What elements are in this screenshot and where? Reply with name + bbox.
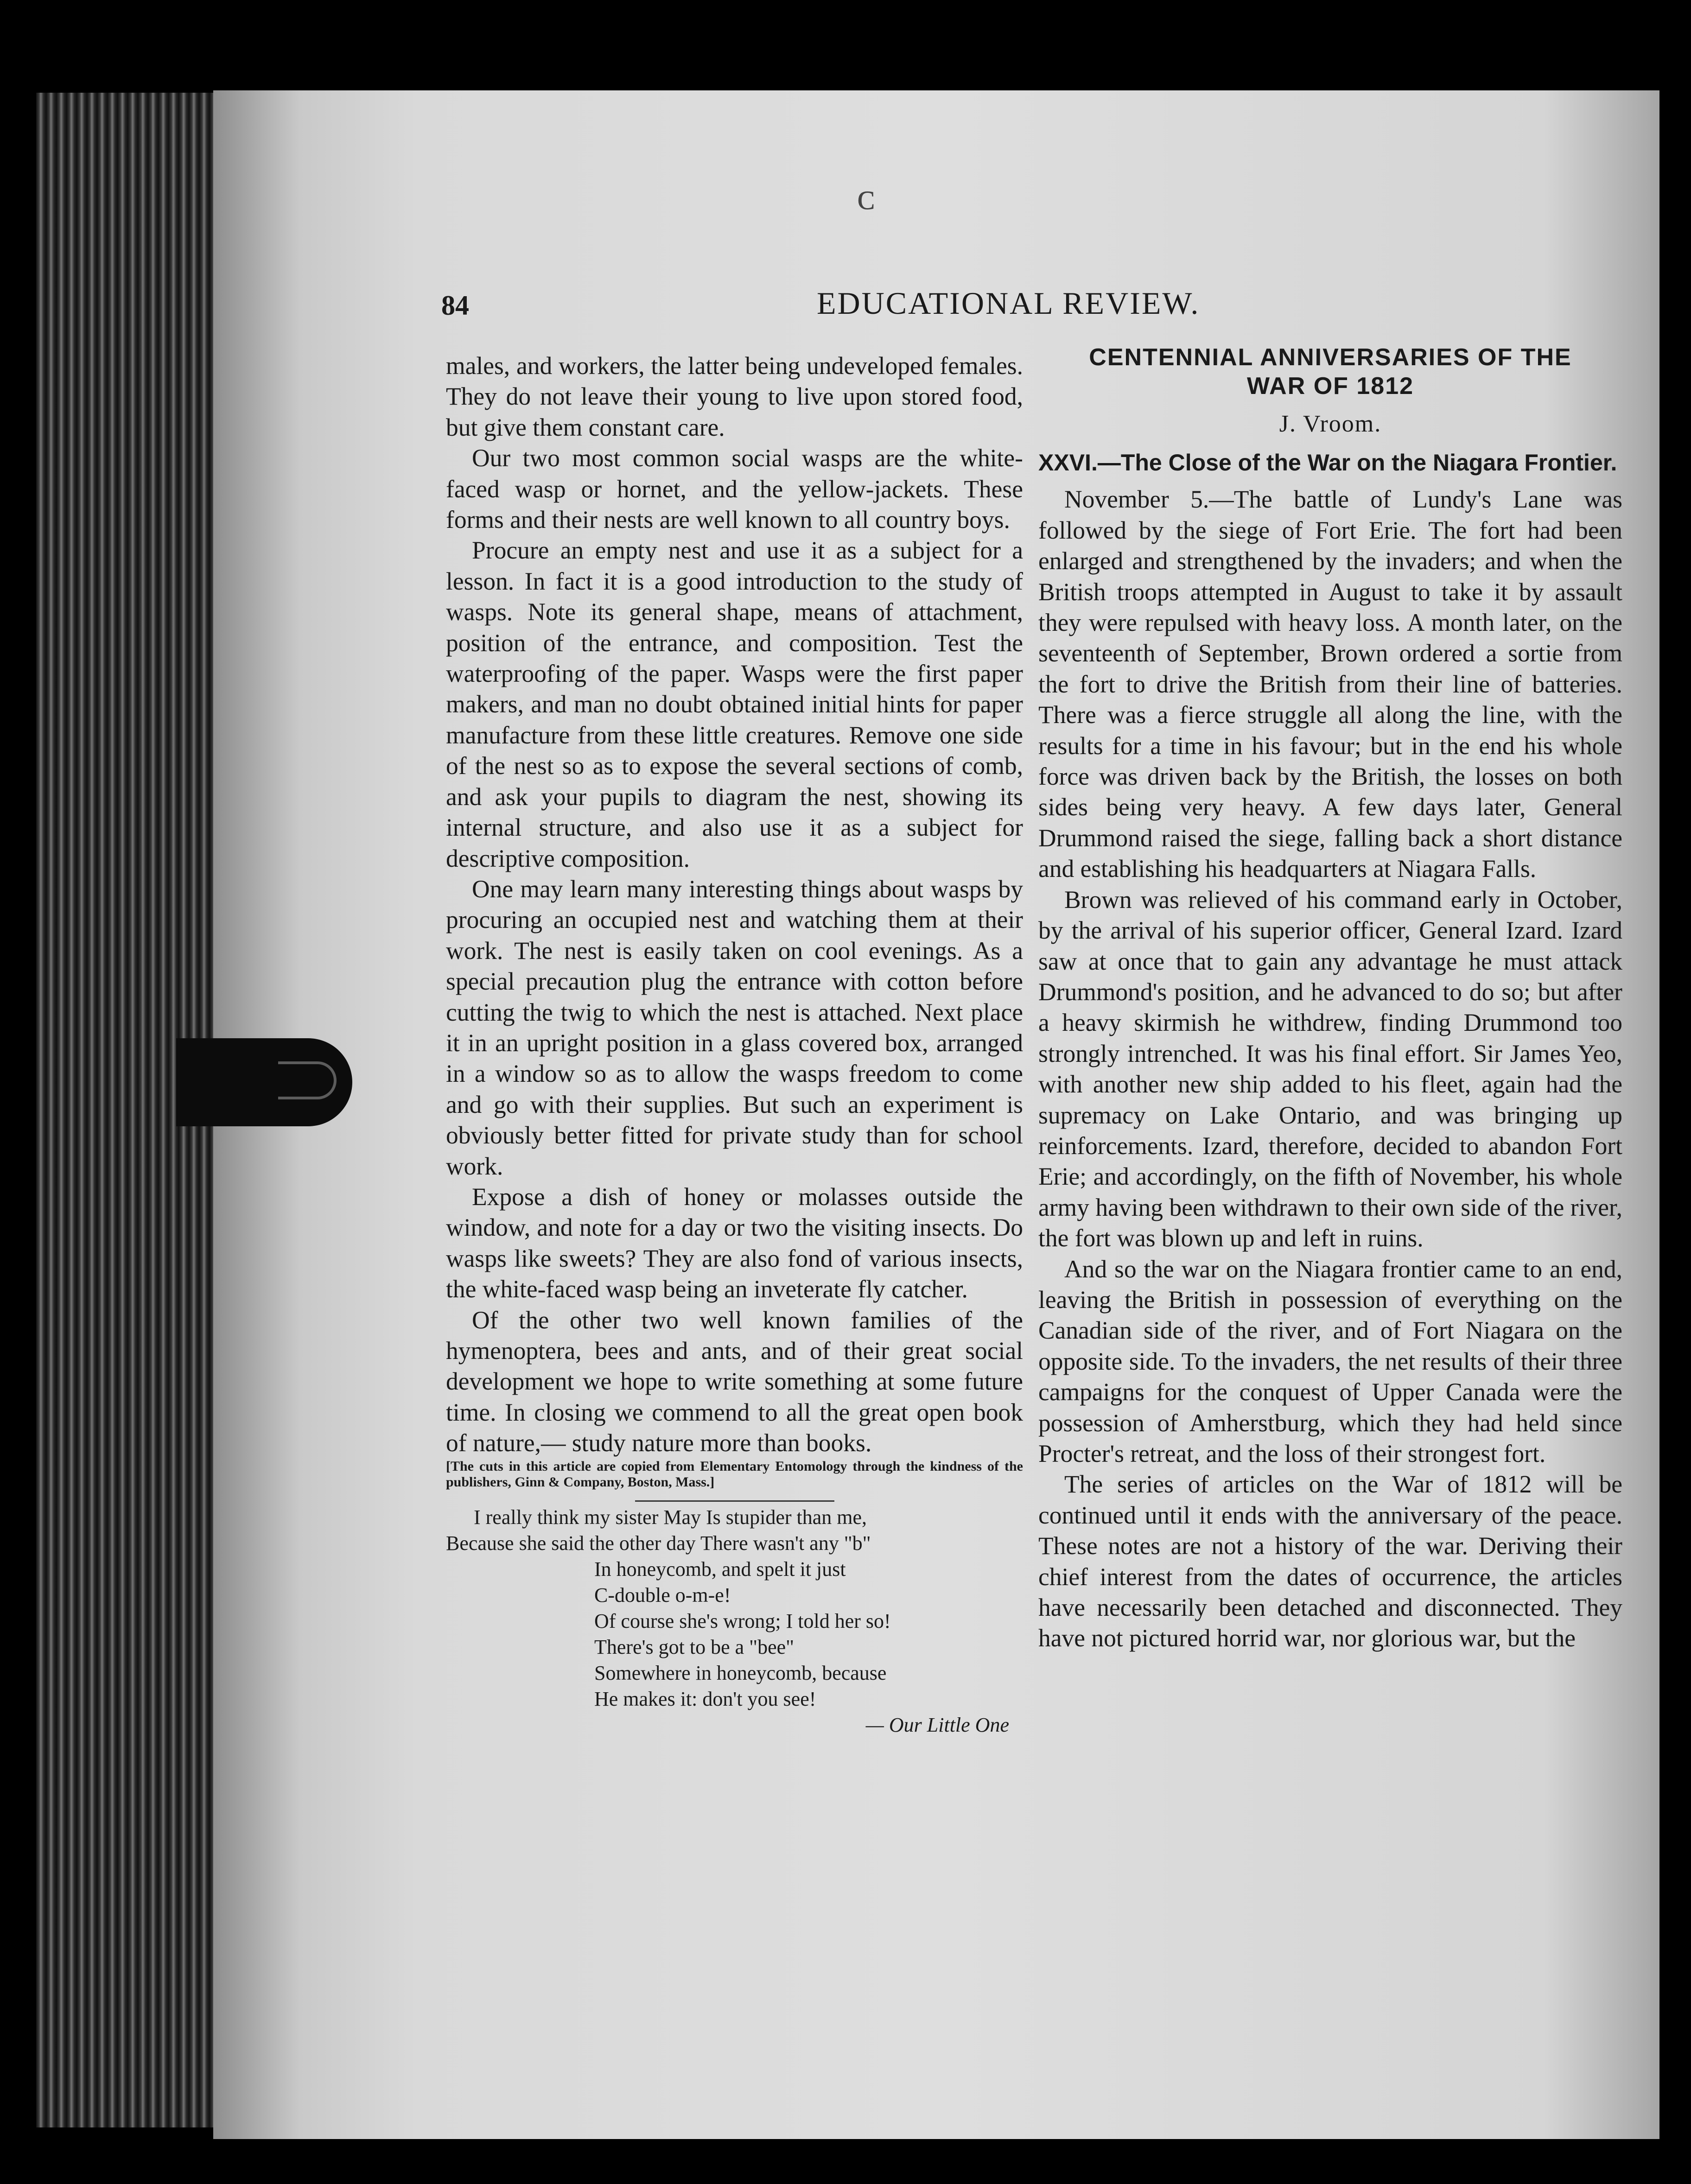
article-author: J. Vroom. xyxy=(1279,411,1382,437)
poem-line: In honeycomb, and spelt it just xyxy=(594,1557,846,1581)
paragraph: One may learn many interesting things about wasps by procuring an occupied nest and watching them at their work. The nest is easily taken on cool evenings. As a special precaution plug the entrance with cotton before cutting the twig to which the nest is attached. Next place it in an upright position in a glass covered box, arranged in a window so as to allow the wasps freedom to come and go with their supplies. But such an experiment is obviously better fitted for private study than for school work. xyxy=(446,875,1023,1180)
poem-line: C-double o-m-e! xyxy=(594,1583,731,1606)
poem-line: Of course she's wrong; I told her so! xyxy=(594,1609,891,1632)
right-column xyxy=(1038,343,1622,1654)
article-title-line-2: WAR OF 1812 xyxy=(1246,373,1414,400)
page-header xyxy=(441,285,1619,327)
poem-line: He makes it: don't you see! xyxy=(594,1687,816,1710)
paragraph: And so the war on the Niagara frontier came to an end, leaving the British in possession of everything on the Canadian side of the river, and of Fort Niagara on the opposite side. To the invaders, the net results of their three campaigns for the conquest of Upper Canada were the possession of Amherstburg, which they had held since Procter's retreat, and the loss of their strongest fort. xyxy=(1038,1255,1622,1467)
running-head: EDUCATIONAL REVIEW. xyxy=(817,286,1200,321)
poem-attribution: — Our Little One xyxy=(865,1713,1009,1736)
paragraph: Of the other two well known families of the hymenoptera, bees and ants, and of their great social development we hope to write something at some future time. In closing we commend to all the great open book of nature,— study nature more than books. xyxy=(446,1306,1023,1457)
divider xyxy=(635,1500,834,1502)
paragraph: November 5.—The battle of Lundy's Lane was followed by the siege of Fort Erie. The fort had been enlarged and strengthened by the invaders; and when the British troops attempted in August to take it by assault they were repulsed with heavy loss. A month later, on the seventeenth of September, Brown ordered a sortie from the fort to drive the British from their line of batteries. There was a fierce struggle all along the line, with the results for a time in his favour; but in the end his whole force was driven back by the British, the losses on both sides being very heavy. A few days later, General Drummond raised the siege, falling back a short distance and establishing his headquarters at Niagara Falls. xyxy=(1038,485,1622,883)
article-subheading: XXVI.—The Close of the War on the Niagara Frontier. xyxy=(1038,450,1617,476)
paragraph: males, and workers, the latter being undeveloped females. They do not leave their young to live upon stored food, but give them constant care. xyxy=(446,352,1023,441)
left-column xyxy=(446,350,1023,1738)
paragraph: The series of articles on the War of 1812 will be continued until it ends with the anniversary of the peace. These notes are not a history of the war. Deriving their chief interest from the dates of occurrence, the articles have necessarily been detached and disconnected. They have not pictured horrid war, nor glorious war, but the xyxy=(1038,1470,1622,1652)
page-clip-highlight xyxy=(278,1061,337,1099)
poem xyxy=(446,1505,1023,1738)
article-title-line-1: CENTENNIAL ANNIVERSARIES OF THE xyxy=(1089,344,1572,371)
paragraph: Brown was relieved of his command early in October, by the arrival of his superior officer, General Izard. Izard saw at once that to gain any advantage he must attack Drummond's position, and he advanced to do so; but after a heavy skirmish he withdrew, finding Drummond too strongly intrenched. It was his final effort. Sir James Yeo, with another new ship added to his fleet, again had the supremacy on Lake Ontario, and was bringing up reinforcements. Izard, therefore, decided to abandon Fort Erie; and accordingly, on the fifth of November, his whole army having been withdrawn to their own side of the river, the fort was blown up and left in ruins. xyxy=(1038,885,1622,1252)
paragraph: Expose a dish of honey or molasses outside the window, and note for a day or two the visiting insects. Do wasps like sweets? They are also fond of various insects, the white-faced wasp being an inveterate fly catcher. xyxy=(446,1182,1023,1303)
credit-note: [The cuts in this article are copied from Elementary Entomology through the kindness of the publishers, Ginn & Company, Boston, Mass.] xyxy=(446,1458,1023,1490)
ink-mark: ᴄ xyxy=(858,177,876,217)
poem-line: Because she said the other day There wasn't any "b" xyxy=(446,1531,871,1555)
poem-line: I really think my sister May Is stupider than me, xyxy=(474,1505,867,1529)
poem-line: Somewhere in honeycomb, because xyxy=(594,1661,887,1684)
poem-line: There's got to be a "bee" xyxy=(594,1635,795,1658)
page-number: 84 xyxy=(441,290,469,321)
paragraph: Procure an empty nest and use it as a subject for a lesson. In fact it is a good introduction to the study of wasps. Note its general shape, means of attachment, position of the entrance, and composition. Test the waterproofing of the paper. Wasps were the first paper makers, and man no doubt obtained initial hints for paper manufacture from these little creatures. Remove one side of the nest so as to expose the several sections of comb, and ask your pupils to diagram the nest, showing its internal structure, and also use it as a subject for descriptive composition. xyxy=(446,536,1023,872)
paragraph: Our two most common social wasps are the white-faced wasp or hornet, and the yellow-jackets. These forms and their nests are well known to all country boys. xyxy=(446,444,1023,534)
